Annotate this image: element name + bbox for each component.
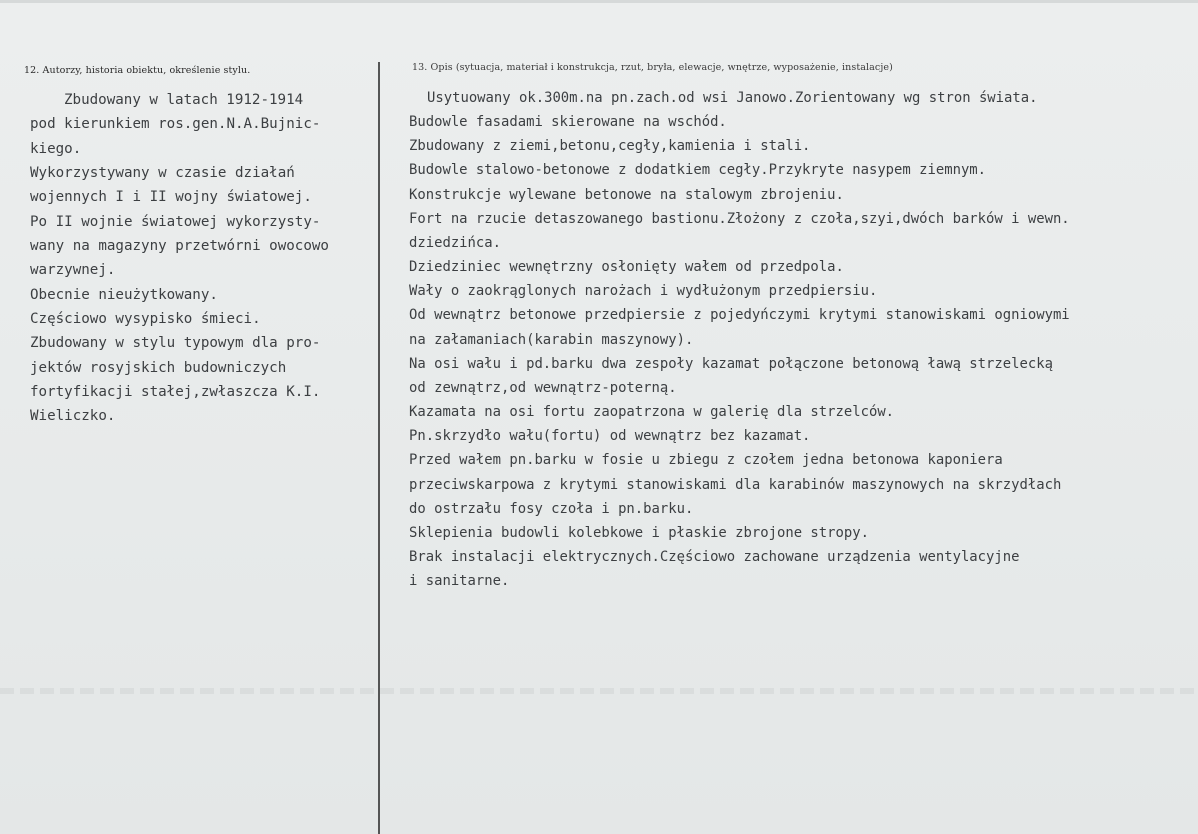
description-line: i sanitarne. [409, 573, 510, 590]
description-line: dziedzińca. [409, 234, 501, 251]
history-line: wany na magazyny przetwórni owocowo [30, 238, 329, 255]
description-line: Konstrukcje wylewane betonowe na stalowym zbrojeniu. [409, 186, 844, 203]
description-line: Pn.skrzydło wału(fortu) od wewnątrz bez kazamat. [409, 428, 811, 445]
history-line: Częściowo wysypisko śmieci. [30, 311, 261, 328]
history-line: fortyfikacji stałej,zwłaszcza K.I. [30, 384, 321, 401]
paper-texture-band [0, 688, 1198, 694]
description-line: od zewnątrz,od wewnątrz-poterną. [409, 379, 677, 396]
description-line: Budowle stalowo-betonowe z dodatkiem cegły.Przykryte nasypem ziemnym. [409, 162, 987, 179]
description-line: Dziedziniec wewnętrzny osłonięty wałem od przedpola. [409, 259, 844, 276]
history-line: Wieliczko. [30, 408, 116, 425]
page-top-edge [0, 0, 1198, 3]
section-12-heading: 12. Autorzy, historia obiektu, określenie stylu. [24, 65, 251, 76]
description-line: Na osi wału i pd.barku dwa zespoły kazamat połączone betonową ławą strzelecką [409, 355, 1053, 372]
description-line: przeciwskarpowa z krytymi stanowiskami dla karabinów maszynowych na skrzydłach [409, 476, 1062, 493]
history-line: warzywnej. [30, 262, 116, 279]
description-line: Od wewnątrz betonowe przedpiersie z pojedyńczymi krytymi stanowiskami ogniowymi [409, 307, 1070, 324]
history-line: jektów rosyjskich budowniczych [30, 359, 287, 376]
description-line: Wały o zaokrąglonych narożach i wydłużonym przedpiersiu. [409, 283, 878, 300]
description-line: Sklepienia budowli kolebkowe i płaskie zbrojone stropy. [409, 524, 869, 541]
section-13-heading: 13. Opis (sytuacja, materiał i konstrukcja, rzut, bryła, elewacje, wnętrze, wyposażenie, instalacje) [412, 62, 893, 73]
history-line: Zbudowany w latach 1912-1914 [64, 92, 304, 108]
history-line: Wykorzystywany w czasie działań [30, 165, 295, 182]
description-line: Brak instalacji elektrycznych.Częściowo zachowane urządzenia wentylacyjne [409, 548, 1020, 565]
description-line: Zbudowany z ziemi,betonu,cegły,kamienia i stali. [409, 138, 811, 155]
history-line: Obecnie nieużytkowany. [30, 286, 218, 303]
description-line: Kazamata na osi fortu zaopatrzona w galerię dla strzelców. [409, 404, 895, 421]
history-line: kiego. [30, 140, 82, 157]
description-line: na załamaniach(karabin maszynowy). [409, 331, 694, 348]
history-line: wojennych I i II wojny światowej. [30, 189, 312, 206]
history-text-column [30, 88, 329, 429]
history-line: Po II wojnie światowej wykorzysty- [30, 213, 321, 230]
description-text-column [409, 86, 1070, 593]
history-line: Zbudowany w stylu typowym dla pro- [30, 335, 321, 352]
description-line: Budowle fasadami skierowane na wschód. [409, 114, 727, 131]
description-line: Przed wałem pn.barku w fosie u zbiegu z czołem jedna betonowa kaponiera [409, 452, 1003, 469]
history-line: pod kierunkiem ros.gen.N.A.Bujnic- [30, 116, 321, 133]
description-line: do ostrzału fosy czoła i pn.barku. [409, 500, 694, 517]
description-line: Usytuowany ok.300m.na pn.zach.od wsi Janowo.Zorientowany wg stron świata. [427, 90, 1038, 106]
column-divider [378, 62, 380, 834]
description-line: Fort na rzucie detaszowanego bastionu.Złożony z czoła,szyi,dwóch barków i wewn. [409, 210, 1070, 227]
